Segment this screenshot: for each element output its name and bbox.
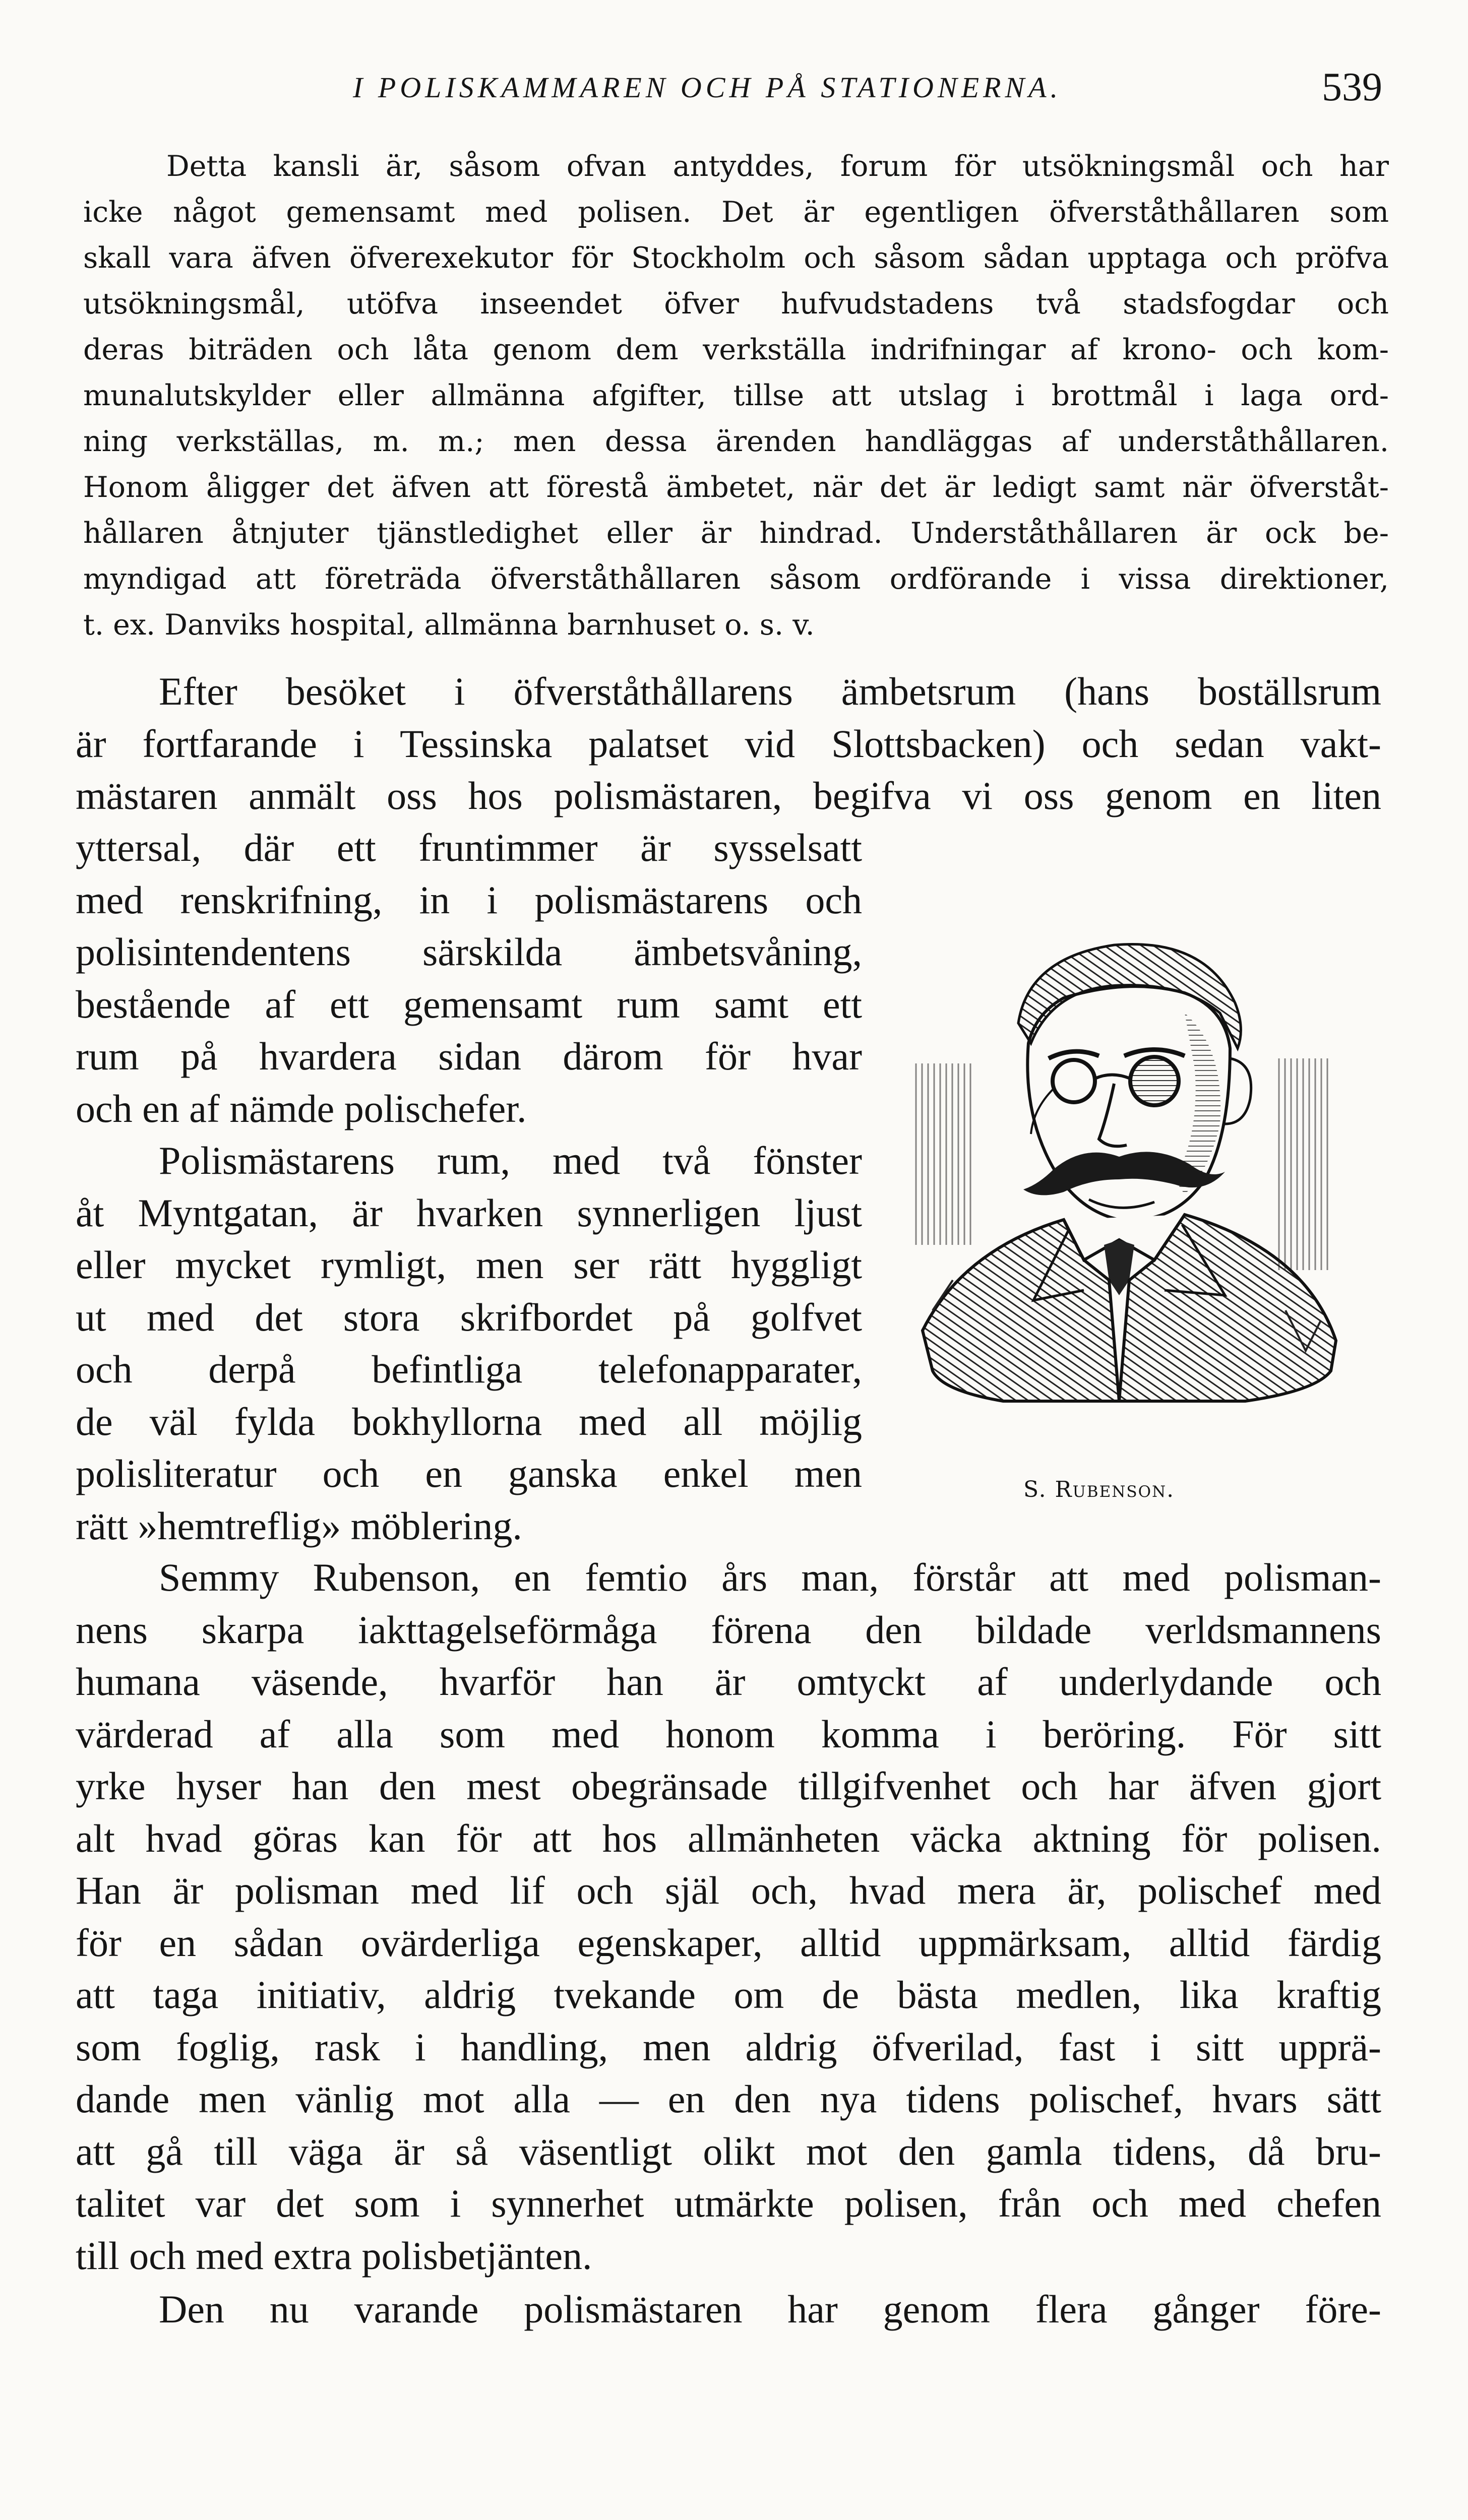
text-line: myndigad att företräda öfverståthållaren såsom ordförande i vissa direktioner, — [83, 562, 1389, 596]
text-line: mästaren anmält oss hos polismästaren, begifva vi oss genom en liten — [76, 774, 1381, 817]
text-line: polisliteratur och en ganska enkel men — [76, 1452, 862, 1495]
portrait-caption: S. Rubenson. — [1023, 1477, 1175, 1502]
text-line: och derpå befintliga telefonapparater, — [76, 1347, 862, 1391]
text-line: rätt »hemtreflig» möblering. — [76, 1503, 522, 1548]
paragraph-1-narrow — [76, 822, 862, 1135]
text-line: Efter besöket i öfverståthållarens ämbetsrum (hans boställsrum — [159, 669, 1381, 713]
text-line: nens skarpa iakttagelseförmåga förena den bildade verldsmannens — [76, 1607, 1381, 1652]
small-print-paragraph — [83, 144, 1389, 648]
text-line: Honom åligger det äfven att förestå ämbetet, när det är ledigt samt när öfverståt- — [83, 471, 1389, 504]
text-line: utsökningsmål, utöfva inseendet öfver hufvudstadens två stadsfogdar och — [83, 287, 1389, 321]
text-line: åt Myntgatan, är hvarken synnerligen ljust — [76, 1190, 862, 1235]
text-line: hållaren åtnjuter tjänstledighet eller är hindrad. Underståthållaren är ock be- — [83, 517, 1389, 550]
text-line: och en af nämde polischefer. — [76, 1086, 527, 1130]
text-line: Semmy Rubenson, en femtio års man, förstår att med polisman- — [159, 1555, 1381, 1599]
text-line: att gå till väga är så väsentligt olikt mot den gamla tidens, då bru- — [76, 2129, 1381, 2173]
text-line: ning verkställas, m. m.; men dessa ärenden handläggas af underståthållaren. — [83, 425, 1389, 458]
text-line: deras biträden och låta genom dem verkställa indrifningar af krono- och kom- — [83, 333, 1389, 366]
text-line: rum på hvardera sidan därom för hvar — [76, 1034, 862, 1078]
text-line: Polismästarens rum, med två fönster — [159, 1139, 862, 1182]
text-line: bestående af ett gemensamt rum samt ett — [76, 982, 862, 1026]
text-line: yttersal, där ett fruntimmer är sysselsatt — [76, 826, 862, 869]
text-line: skall vara äfven öfverexekutor för Stockholm och såsom sådan upptaga och pröfva — [83, 241, 1389, 275]
text-line: alt hvad göras kan för att hos allmänheten väcka aktning för polisen. — [76, 1816, 1381, 1860]
text-line: munalutskylder eller allmänna afgifter, tillse att utslag i brottmål i laga ord- — [83, 379, 1389, 412]
text-line: dande men vänlig mot alla — en den nya tidens polischef, hvars sätt — [76, 2077, 1381, 2121]
text-line: är fortfarande i Tessinska palatset vid Slottsbacken) och sedan vakt- — [76, 721, 1381, 766]
text-line: värderad af alla som med honom komma i beröring. För sitt — [76, 1712, 1381, 1756]
text-line: Han är polisman med lif och själ och, hvad mera är, polischef med — [76, 1868, 1381, 1912]
text-line: Den nu varande polismästaren har genom flera gånger före- — [159, 2287, 1381, 2331]
text-line: ut med det stora skrifbordet på golfvet — [76, 1295, 862, 1339]
text-line: yrke hyser han den mest obegränsade tillgifvenhet och har äfven gjort — [76, 1764, 1381, 1808]
text-line: de väl fylda bokhyllorna med all möjlig — [76, 1399, 862, 1443]
text-line: till och med extra polisbetjänten. — [76, 2233, 592, 2278]
text-line: t. ex. Danviks hospital, allmänna barnhuset o. s. v. — [83, 608, 815, 642]
running-title: I POLISKAMMAREN OCH PÅ STATIONERNA. — [353, 71, 1062, 104]
text-line: som foglig, rask i handling, men aldrig öfverilad, fast i sitt upprä- — [76, 2025, 1381, 2069]
page-number: 539 — [1322, 65, 1382, 109]
paragraph-2-narrow — [76, 1135, 862, 1552]
text-line: humana väsende, hvarför han är omtyckt af underlydande och — [76, 1660, 1381, 1704]
portrait-engraving-icon — [902, 897, 1356, 1426]
paragraph-3-full — [76, 1551, 1381, 2282]
text-line: Detta kansli är, såsom ofvan antyddes, forum för utsökningsmål och har — [166, 150, 1389, 183]
paragraph-1-full — [76, 665, 1381, 822]
text-line: för en sådan ovärderliga egenskaper, alltid uppmärksam, alltid färdig — [76, 1920, 1381, 1965]
text-line: talitet var det som i synnerhet utmärkte polisen, från och med chefen — [76, 2181, 1381, 2225]
text-line: eller mycket rymligt, men ser rätt hyggligt — [76, 1243, 862, 1287]
text-line: att taga initiativ, aldrig tvekande om de bästa medlen, lika kraftig — [76, 1973, 1381, 2017]
paragraph-4-full — [76, 2283, 1381, 2336]
text-line: polisintendentens särskilda ämbetsvåning, — [76, 930, 862, 974]
text-line: med renskrifning, in i polismästarens och — [76, 877, 862, 922]
text-line: icke något gemensamt med polisen. Det är egentligen öfverståthållaren som — [83, 196, 1389, 229]
